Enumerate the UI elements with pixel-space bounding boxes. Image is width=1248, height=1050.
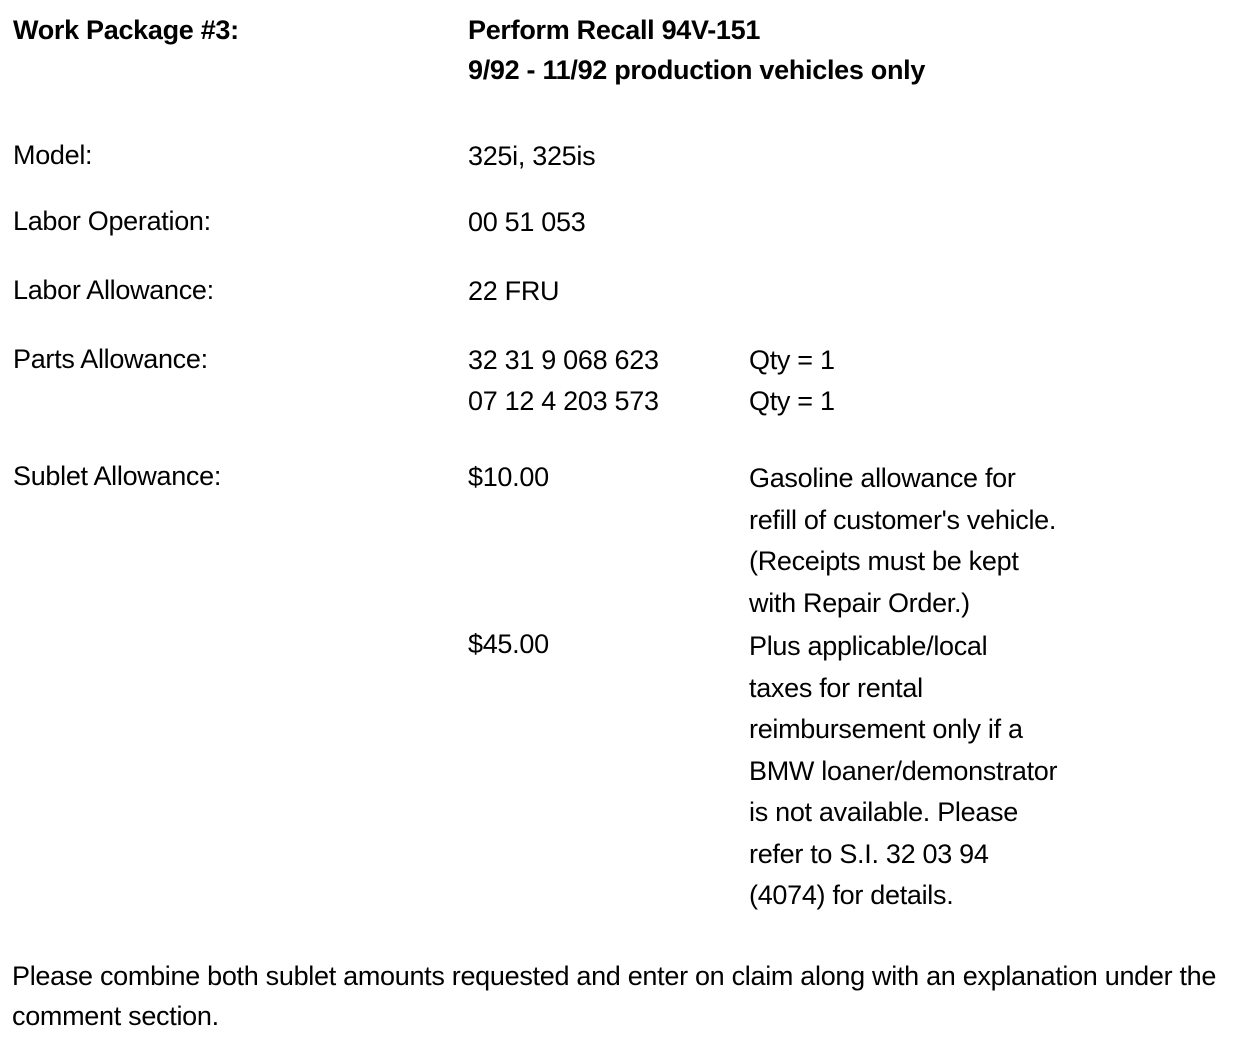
- sublet-description-line: reimbursement only if a: [749, 714, 1023, 744]
- labor-allowance-label: Labor Allowance:: [13, 275, 214, 305]
- sublet-amount-2: $45.00: [468, 629, 549, 659]
- sublet-description-line: with Repair Order.): [749, 587, 970, 618]
- sublet-description-2: [749, 626, 1057, 917]
- sublet-description-line: BMW loaner/demonstrator: [749, 755, 1058, 786]
- work-package-label: Work Package #3:: [13, 15, 239, 45]
- sublet-description-line: (4074) for details.: [749, 880, 954, 910]
- part-number-1: 32 31 9 068 623: [468, 345, 659, 375]
- part-number-2: 07 12 4 203 573: [468, 386, 659, 416]
- parts-allowance-label: Parts Allowance:: [13, 344, 208, 374]
- model-value: 325i, 325is: [468, 141, 596, 171]
- work-package-title-line1: Perform Recall 94V-151: [468, 15, 761, 45]
- work-package-title-line2: 9/92 - 11/92 production vehicles only: [468, 55, 926, 85]
- labor-operation-value: 00 51 053: [468, 207, 586, 237]
- part-qty-1: Qty = 1: [749, 345, 835, 375]
- sublet-description-line: Gasoline allowance for: [749, 463, 1016, 493]
- sublet-description-line: is not available. Please: [749, 797, 1018, 827]
- footer-note: Please combine both sublet amounts requested and enter on claim along with an explanation under the comment section.: [12, 961, 1217, 1031]
- model-label: Model:: [13, 140, 93, 170]
- sublet-amount-1: $10.00: [468, 462, 549, 492]
- sublet-allowance-label: Sublet Allowance:: [13, 461, 222, 491]
- labor-operation-label: Labor Operation:: [13, 206, 211, 236]
- sublet-description-line: refill of customer's vehicle.: [749, 504, 1057, 535]
- part-qty-2: Qty = 1: [749, 386, 835, 416]
- sublet-description-1: [749, 458, 1056, 624]
- labor-allowance-value: 22 FRU: [468, 276, 560, 306]
- sublet-description-line: taxes for rental: [749, 672, 923, 703]
- sublet-description-line: (Receipts must be kept: [749, 546, 1019, 576]
- sublet-description-line: Plus applicable/local: [749, 631, 988, 661]
- sublet-description-line: refer to S.I. 32 03 94: [749, 838, 989, 869]
